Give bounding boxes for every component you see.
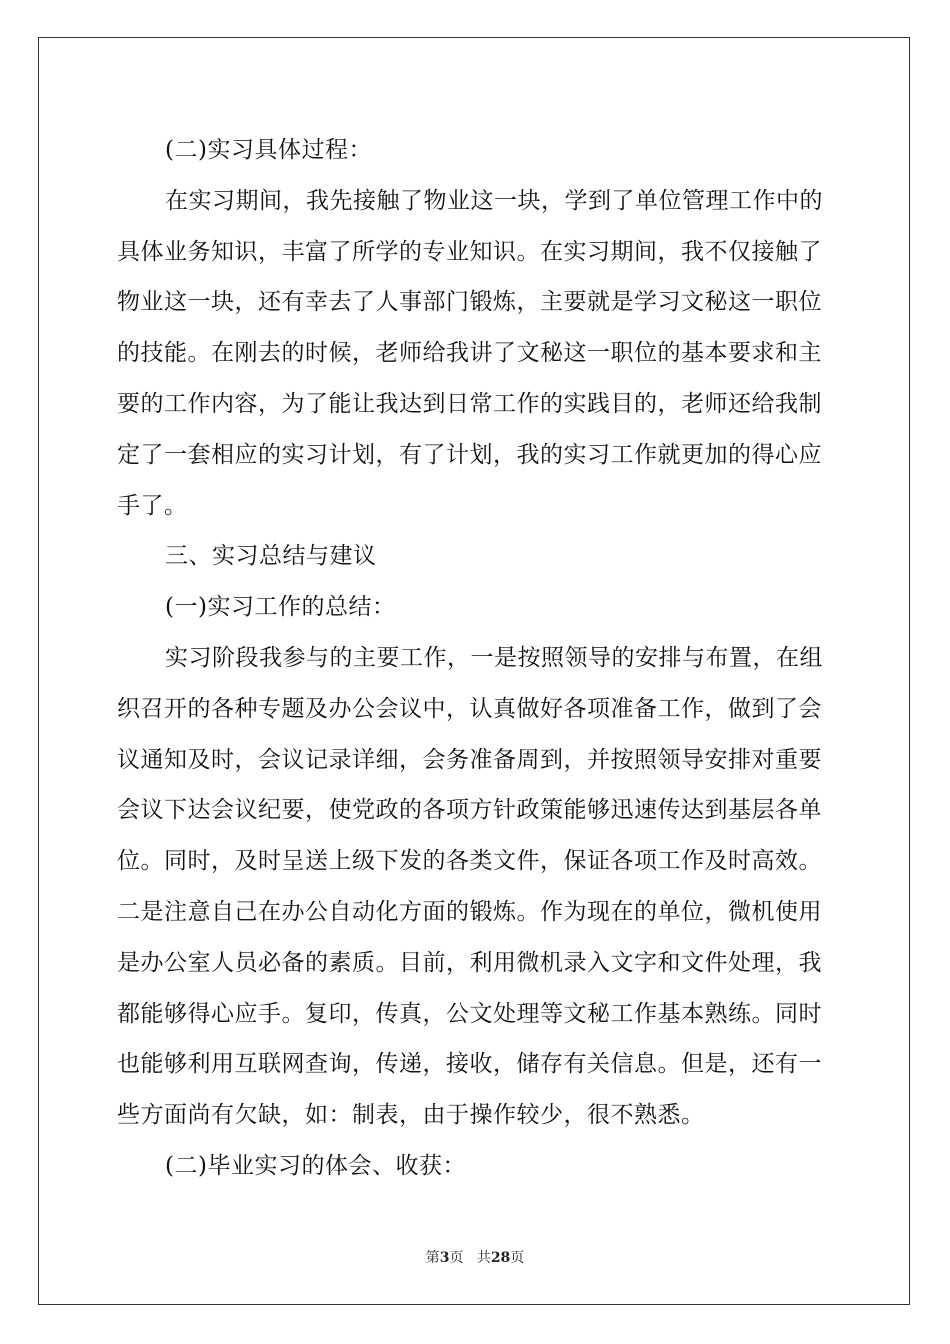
total-pages: 28: [490, 1250, 511, 1266]
text-line-16: 二是注意自己在办公自动化方面的锻炼。作为现在的单位，微机使用: [117, 898, 822, 925]
footer-prefix: 第: [425, 1250, 440, 1266]
footer-page-suffix: 页: [449, 1250, 464, 1266]
text-line-3: 具体业务知识，丰富了所学的专业知识。在实习期间，我不仅接触了: [117, 238, 822, 265]
text-line-14: 会议下达会议纪要，使党政的各项方针政策能够迅速传达到基层各单: [117, 797, 822, 824]
page-number: 3: [439, 1250, 450, 1266]
text-line-18: 都能够得心应手。复印，传真，公文处理等文秘工作基本熟练。同时: [117, 1000, 822, 1027]
text-line-4: 物业这一块，还有幸去了人事部门锻炼，主要就是学习文秘这一职位: [117, 289, 822, 316]
text-line-20: 些方面尚有欠缺，如：制表，由于操作较少，很不熟悉。: [117, 1102, 705, 1129]
page-footer: [0, 1247, 950, 1267]
text-line-12: 织召开的各种专题及办公会议中，认真做好各项准备工作，做到了会: [117, 695, 822, 722]
text-line-19: 也能够利用互联网查询，传递，接收，储存有关信息。但是，还有一: [117, 1051, 822, 1078]
text-line-7: 定了一套相应的实习计划，有了计划，我的实习工作就更加的得心应: [117, 441, 822, 468]
text-line-2: 在实习期间，我先接触了物业这一块，学到了单位管理工作中的: [165, 187, 823, 214]
text-line-17: 是办公室人员必备的素质。目前，利用微机录入文字和文件处理，我: [117, 949, 822, 976]
document-body: [117, 125, 833, 1192]
text-line-15: 位。同时，及时呈送上级下发的各类文件，保证各项工作及时高效。: [117, 848, 822, 875]
section-heading: 三、实习总结与建议: [165, 543, 377, 570]
text-line-5: 的技能。在刚去的时候，老师给我讲了文秘这一职位的基本要求和主: [117, 340, 822, 367]
text-line-11: 实习阶段我参与的主要工作，一是按照领导的安排与布置，在组: [165, 644, 823, 671]
footer-total-prefix: 共: [476, 1250, 491, 1266]
footer-total-suffix: 页: [510, 1250, 525, 1266]
subsection-heading-2: (二)毕业实习的体会、收获：: [165, 1152, 466, 1179]
text-line-1: (二)实习具体过程：: [165, 137, 372, 163]
subsection-heading-1: (一)实习工作的总结：: [165, 594, 396, 621]
text-line-6: 要的工作内容，为了能让我达到日常工作的实践目的，老师还给我制: [117, 390, 822, 417]
text-line-13: 议通知及时，会议记录详细，会务准备周到，并按照领导安排对重要: [117, 746, 822, 773]
text-line-8: 手了。: [117, 492, 188, 519]
